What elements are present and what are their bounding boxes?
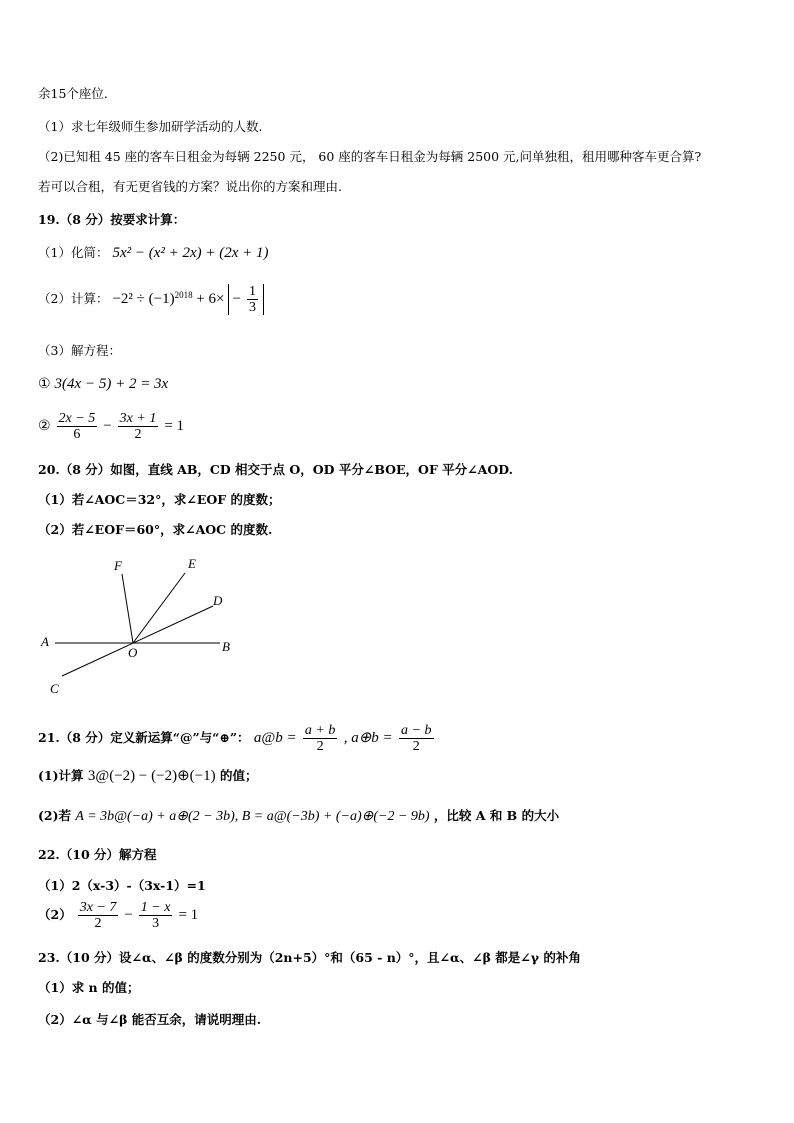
denominator: 2 bbox=[134, 427, 142, 442]
problem-23-heading: 23.（10 分）设∠α、∠β 的度数分别为（2n+5）°和（65 - n）°，且∠α、∠β 都是∠γ 的补角 bbox=[38, 950, 581, 965]
text-line: 余15个座位. bbox=[38, 86, 108, 101]
math-expression: 5x² − (x² + 2x) + (2x + 1) bbox=[112, 245, 269, 261]
problem-20-part-1: （1）若∠AOC＝32°，求∠EOF 的度数； bbox=[38, 492, 281, 507]
question-2: （2)已知租 45 座的客车日租金为每辆 2250 元， 60 座的客车日租金为每辆 2500 元,问单独租，租用哪种客车更合算? bbox=[38, 149, 702, 164]
part-label: (1)计算 bbox=[38, 768, 84, 783]
problem-19-heading: 19.（8 分）按要求计算： bbox=[38, 212, 186, 227]
label-e: E bbox=[188, 556, 196, 571]
numerator: 3x − 7 bbox=[79, 900, 117, 915]
problem-21-part-2 bbox=[38, 806, 559, 825]
problem-21-part-1 bbox=[38, 766, 257, 785]
problem-20-heading: 20.（8 分）如图，直线 AB，CD 相交于点 O，OD 平分∠BOE，OF 平分∠AOD. bbox=[38, 462, 513, 477]
part-tail: ，比较 A 和 B 的大小 bbox=[433, 808, 560, 823]
denominator: 6 bbox=[73, 427, 81, 442]
equation-rhs: = 1 bbox=[178, 907, 199, 923]
part-tail: 的值； bbox=[219, 768, 258, 783]
label-b: B bbox=[222, 639, 230, 654]
numerator: a + b bbox=[304, 723, 336, 738]
part-label: （1）化简： bbox=[38, 245, 109, 260]
numerator: a − b bbox=[401, 723, 432, 738]
part-label: （2） bbox=[38, 907, 72, 922]
minus-sign: − bbox=[124, 907, 133, 923]
denominator: 2 bbox=[412, 739, 420, 754]
fraction bbox=[303, 723, 337, 754]
problem-23-part-1: （1）求 n 的值； bbox=[38, 980, 140, 995]
denominator: 2 bbox=[316, 739, 324, 754]
heading-text: 21.（8 分）定义新运算“@”与“⊕”： bbox=[38, 730, 250, 745]
line-cd bbox=[62, 606, 213, 676]
numerator: 2x − 5 bbox=[58, 411, 96, 426]
math-expression: 3@(−2) − (−2)⊕(−1) bbox=[87, 768, 216, 784]
fraction bbox=[399, 723, 433, 754]
numerator: 1 bbox=[248, 284, 256, 299]
label-d: D bbox=[213, 593, 223, 608]
fraction bbox=[139, 900, 173, 931]
denominator: 3 bbox=[248, 300, 256, 315]
part-label: (2)若 bbox=[38, 808, 72, 823]
math-expression: A = 3b@(−a) + a⊕(2 − 3b), B = a@(−3b) + (−a)⊕(−2 − 9b) bbox=[75, 809, 430, 824]
problem-19-part-3: （3）解方程： bbox=[38, 343, 121, 358]
label-a: A bbox=[41, 634, 49, 649]
problem-20-part-2: （2）若∠EOF＝60°，求∠AOC 的度数. bbox=[38, 522, 273, 537]
math-expression: + 6× bbox=[192, 291, 225, 307]
part-label: （2）计算： bbox=[38, 291, 109, 306]
ray-oe bbox=[133, 573, 185, 643]
problem-22-heading: 22.（10 分）解方程 bbox=[38, 847, 157, 862]
problem-21-heading bbox=[38, 723, 436, 754]
problem-22-part-1: （1）2（x-3）-（3x-1）=1 bbox=[38, 878, 206, 893]
definition-at: a@b = bbox=[253, 730, 297, 746]
math-expression: 3(4x − 5) + 2 = 3x bbox=[54, 376, 169, 392]
denominator: 3 bbox=[152, 916, 160, 931]
problem-22-part-2 bbox=[38, 900, 198, 931]
label-c: C bbox=[50, 681, 59, 696]
question-1: （1）求七年级师生参加研学活动的人数. bbox=[38, 119, 263, 134]
definition-oplus: , a⊕b = bbox=[343, 730, 393, 746]
minus-sign: − bbox=[103, 418, 112, 434]
fraction bbox=[78, 900, 119, 931]
question-2-continued: 若可以合租，有无更省钱的方案？说出你的方案和理由. bbox=[38, 179, 342, 194]
equation-rhs: = 1 bbox=[164, 418, 185, 434]
circled-number: ① bbox=[38, 376, 51, 392]
exponent: 2018 bbox=[174, 289, 193, 300]
minus-sign: − bbox=[232, 291, 241, 307]
numerator: 1 − x bbox=[140, 900, 171, 915]
label-o: O bbox=[128, 645, 138, 660]
math-expression: −2² ÷ (−1) bbox=[112, 291, 175, 307]
ray-of bbox=[122, 574, 133, 643]
circled-number: ② bbox=[38, 418, 51, 434]
numerator: 3x + 1 bbox=[119, 411, 157, 426]
denominator: 2 bbox=[94, 916, 102, 931]
problem-23-part-2: （2）∠α 与∠β 能否互余，请说明理由. bbox=[38, 1012, 262, 1027]
label-f: F bbox=[114, 558, 122, 573]
